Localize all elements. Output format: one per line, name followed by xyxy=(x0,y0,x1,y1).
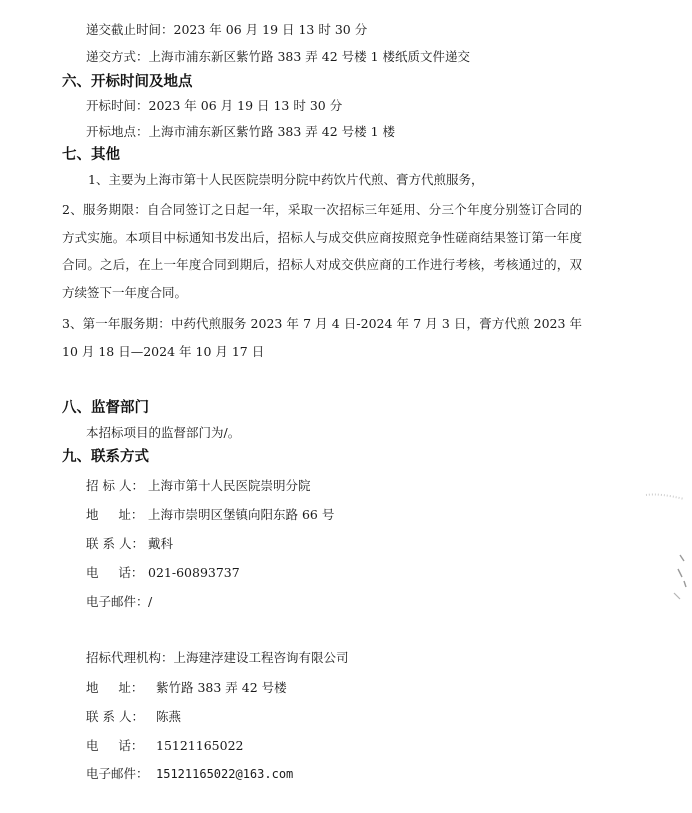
agency-address-label: 地 址： xyxy=(86,680,144,695)
opening-time: 开标时间：2023 年 06 月 19 日 13 时 30 分 xyxy=(86,98,343,113)
agency-phone-row xyxy=(86,738,243,754)
tenderer-email-value: / xyxy=(148,594,153,609)
submission-method: 递交方式：上海市浦东新区紫竹路 383 弄 42 号楼 1 楼纸质文件递交 xyxy=(86,49,471,64)
tenderer-address-label: 地 址： xyxy=(86,507,144,522)
section7-heading: 七、其他 xyxy=(62,147,120,163)
supervision-text: 本招标项目的监督部门为/。 xyxy=(86,425,241,440)
other-item-3: 3、第一年服务期：中药代煎服务 2023 年 7 月 4 日-2024 年 7 月 3 日，膏方代煎 2023 年 10 月 18 日—2024 年 10 月 17 日 xyxy=(62,316,582,359)
tenderer-contact-label: 联 系 人： xyxy=(86,536,144,551)
agency-email-label: 电子邮件： xyxy=(86,766,149,781)
agency-name-row xyxy=(86,650,349,666)
tenderer-email-row xyxy=(86,594,152,610)
agency-address-value: 紫竹路 383 弄 42 号楼 xyxy=(156,680,287,695)
other-item-1: 1、主要为上海市第十人民医院崇明分院中药饮片代煎、膏方代煎服务， xyxy=(88,172,484,187)
agency-phone-value: 15121165022 xyxy=(156,738,244,753)
other-item-2: 2、服务期限：自合同签订之日起一年，采取一次招标三年延用、分三个年度分别签订合同的方式实施。本项目中标通知书发出后，招标人与成交供应商按照竞争性磋商结果签订第一年度合同。之后，在上一年度合同到期后，招标人对成交供应商的工作进行考核，考核通过的，双方续签下一年度合同。 xyxy=(62,202,582,300)
agency-contact-label: 联 系 人： xyxy=(86,709,144,724)
section6-heading: 六、开标时间及地点 xyxy=(62,74,193,90)
opening-place: 开标地点：上海市浦东新区紫竹路 383 弄 42 号楼 1 楼 xyxy=(86,124,396,139)
tenderer-name-label: 招 标 人： xyxy=(86,478,144,493)
tenderer-name-row xyxy=(86,478,311,494)
tenderer-email-label: 电子邮件： xyxy=(86,594,149,609)
tenderer-phone-label: 电 话： xyxy=(86,565,144,580)
scan-artifact xyxy=(640,485,690,615)
agency-contact-value: 陈燕 xyxy=(156,709,182,724)
agency-name-value: 上海建浡建设工程咨询有限公司 xyxy=(173,650,349,665)
agency-email-value: 15121165022@163.com xyxy=(156,767,294,781)
section9-heading: 九、联系方式 xyxy=(62,449,149,465)
submission-deadline: 递交截止时间：2023 年 06 月 19 日 13 时 30 分 xyxy=(86,22,368,37)
tenderer-contact-row xyxy=(86,536,173,552)
tenderer-contact-value: 戴科 xyxy=(148,536,174,551)
section8-heading: 八、监督部门 xyxy=(62,400,149,416)
agency-phone-label: 电 话： xyxy=(86,738,144,753)
tenderer-phone-row xyxy=(86,565,240,581)
tenderer-address-value: 上海市崇明区堡镇向阳东路 66 号 xyxy=(148,507,335,522)
tenderer-address-row xyxy=(86,507,334,523)
tenderer-phone-value: 021-60893737 xyxy=(148,565,240,580)
agency-name-label: 招标代理机构： xyxy=(86,650,174,665)
tenderer-name-value: 上海市第十人民医院崇明分院 xyxy=(148,478,311,493)
agency-contact-row xyxy=(86,709,181,725)
agency-address-row xyxy=(86,680,287,696)
agency-email-row xyxy=(86,766,293,782)
